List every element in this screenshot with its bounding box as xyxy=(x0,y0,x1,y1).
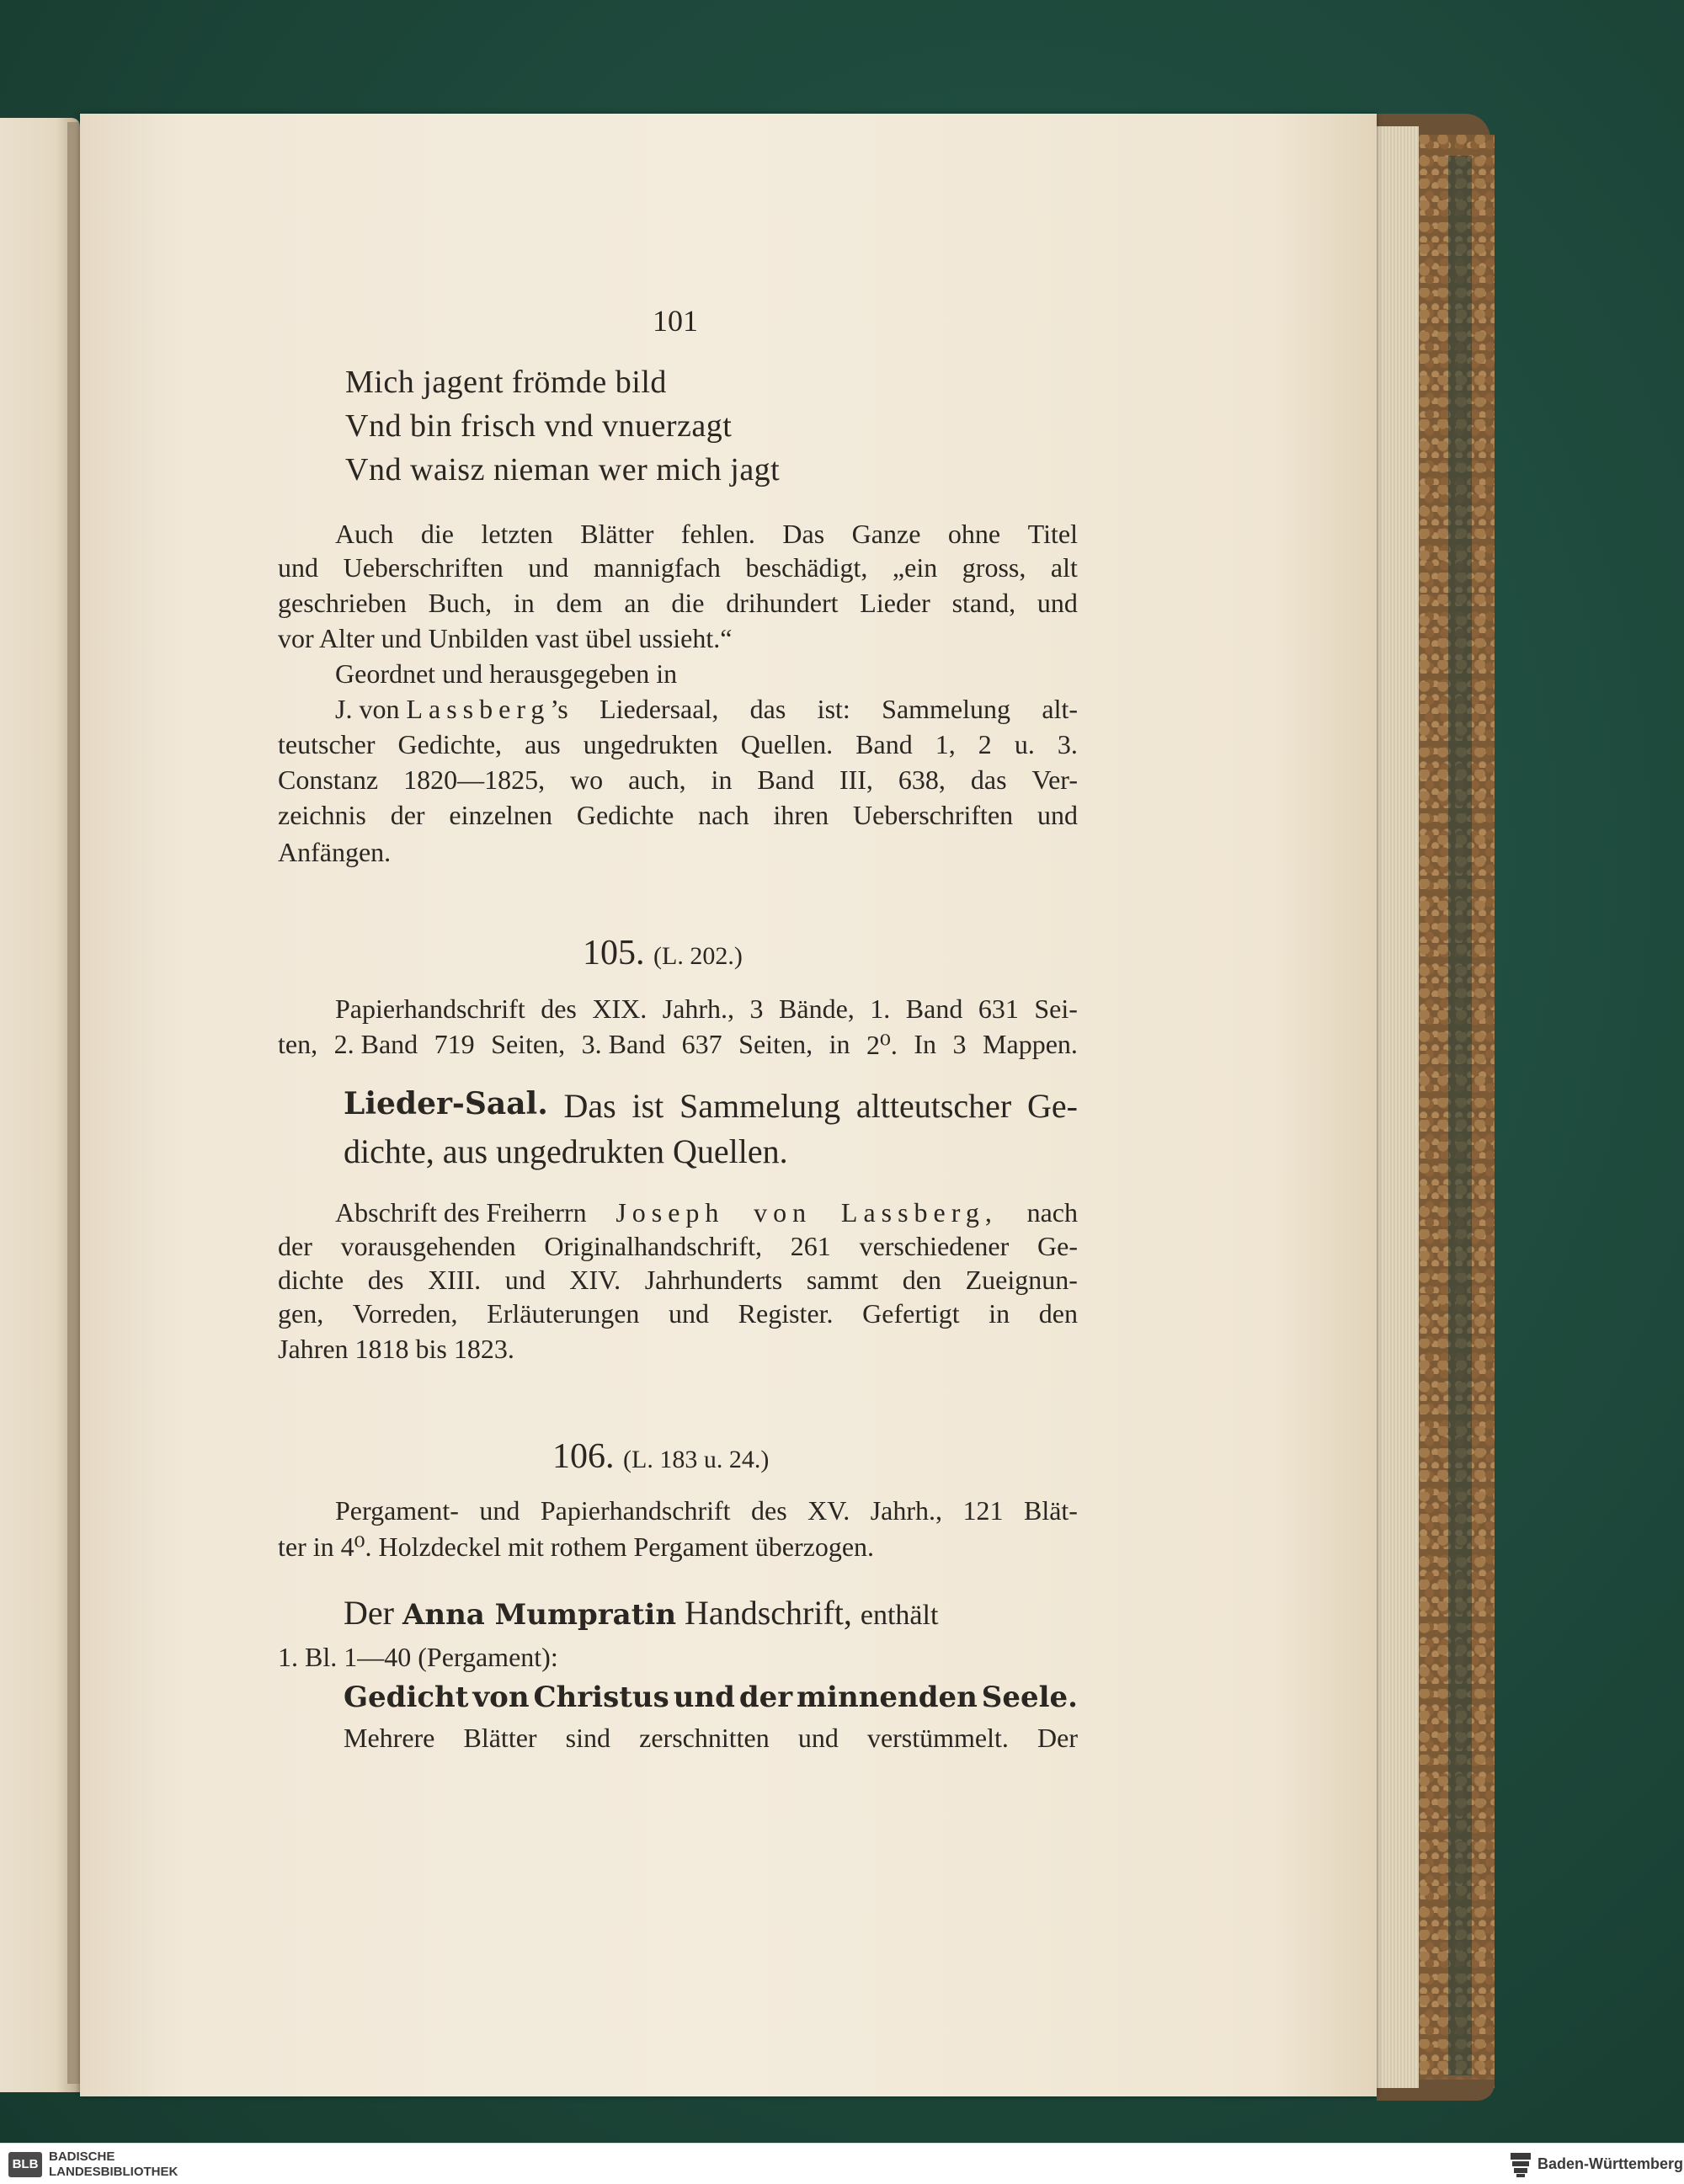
entry-105-abschrift-line-3: dichte des XIII. und XIV. Jahrhunderts sammt den Zueignun- xyxy=(278,1265,1078,1295)
para2-line-4: zeichnis der einzelnen Gedichte nach ihren Ueberschriften und xyxy=(278,800,1078,830)
para2-line-3: Constanz 1820—1825, wo auch, in Band III, 638, das Ver- xyxy=(278,764,1078,795)
para2-line-5: Anfängen. xyxy=(278,837,392,867)
entry-106-desc-line-2: ter in 4⁰. Holzdeckel mit rothem Pergament überzogen. xyxy=(278,1531,875,1562)
entry-105-desc-line-1: Papierhandschrift des XIX. Jahrh., 3 Bände, 1. Band 631 Sei- xyxy=(335,993,1078,1024)
para1-line-1: Auch die letzten Blätter fehlen. Das Ganze ohne Titel xyxy=(335,519,1078,549)
page-stack-edge xyxy=(1372,126,1419,2088)
verse-line-1: Mich jagent frömde bild xyxy=(345,365,667,400)
page-number: 101 xyxy=(653,304,698,338)
entry-105-abschrift-line-2: der vorausgehenden Originalhandschrift, 261 verschiedener Ge- xyxy=(278,1231,1078,1261)
para1-line-2: und Ueberschriften und mannigfach beschädigt, „ein gross, alt xyxy=(278,552,1078,583)
entry-105-heading: 105. (L. 202.) xyxy=(583,934,743,972)
entry-105-abschrift-line-5: Jahren 1818 bis 1823. xyxy=(278,1334,514,1364)
entry-105-desc-line-2: ten, 2. Band 719 Seiten, 3. Band 637 Seiten, in 2⁰. In 3 Mappen. xyxy=(278,1029,1078,1060)
para2-line-2: teutscher Gedichte, aus ungedrukten Quellen. Band 1, 2 u. 3. xyxy=(278,729,1078,759)
verse-line-3: Vnd waisz nieman wer mich jagt xyxy=(345,452,781,487)
entry-105-title-line-2: dichte, aus ungedrukten Quellen. xyxy=(344,1132,788,1170)
entry-106-desc-line-1: Pergament- und Papierhandschrift des XV. Jahrh., 121 Blät- xyxy=(335,1495,1078,1526)
book-spine-cloth xyxy=(1448,156,1472,2075)
bw-label[interactable]: Baden-Württemberg xyxy=(1537,2155,1684,2172)
entry-106-folio: 1. Bl. 1—40 (Pergament): xyxy=(278,1642,558,1672)
verse-line-2: Vnd bin frisch vnd vnuerzagt xyxy=(345,408,733,444)
entry-106-title: Der Anna Mumpratin Handschrift, enthält xyxy=(344,1594,939,1632)
blb-logo[interactable]: BLB xyxy=(8,2152,42,2177)
entry-106-heading: 106. (L. 183 u. 24.) xyxy=(552,1437,770,1476)
entry-105-abschrift-line-4: gen, Vorreden, Erläuterungen und Register. Gefertigt in den xyxy=(278,1298,1078,1329)
para1-line-3: geschrieben Buch, in dem an die drihundert Lieder stand, und xyxy=(278,588,1078,618)
lassberg-reference: J. von Lassberg’s Liedersaal, das ist: Sammelung alt- xyxy=(335,694,1078,724)
entry-105-abschrift-line-1: Abschrift des Freiherrn Joseph von Lassberg, nach xyxy=(335,1197,1078,1228)
entry-105-title: Lieder-Saal. Das ist Sammelung altteutscher Ge- xyxy=(344,1086,1078,1125)
para1-line-4: vor Alter und Unbilden vast übel ussieht.“ xyxy=(278,623,733,653)
para2-intro: Geordnet und herausgegeben in xyxy=(335,658,678,689)
bw-lion-icon xyxy=(1509,2151,1532,2178)
entry-106-last-line: Mehrere Blätter sind zerschnitten und verstümmelt. Der xyxy=(344,1723,1078,1753)
entry-106-gedicht-title: Gedicht von Christus und der minnenden Seele. xyxy=(344,1681,1078,1714)
footer-bar xyxy=(0,2143,1684,2184)
blb-name: BADISCHE LANDESBIBLIOTHEK xyxy=(49,2149,179,2179)
